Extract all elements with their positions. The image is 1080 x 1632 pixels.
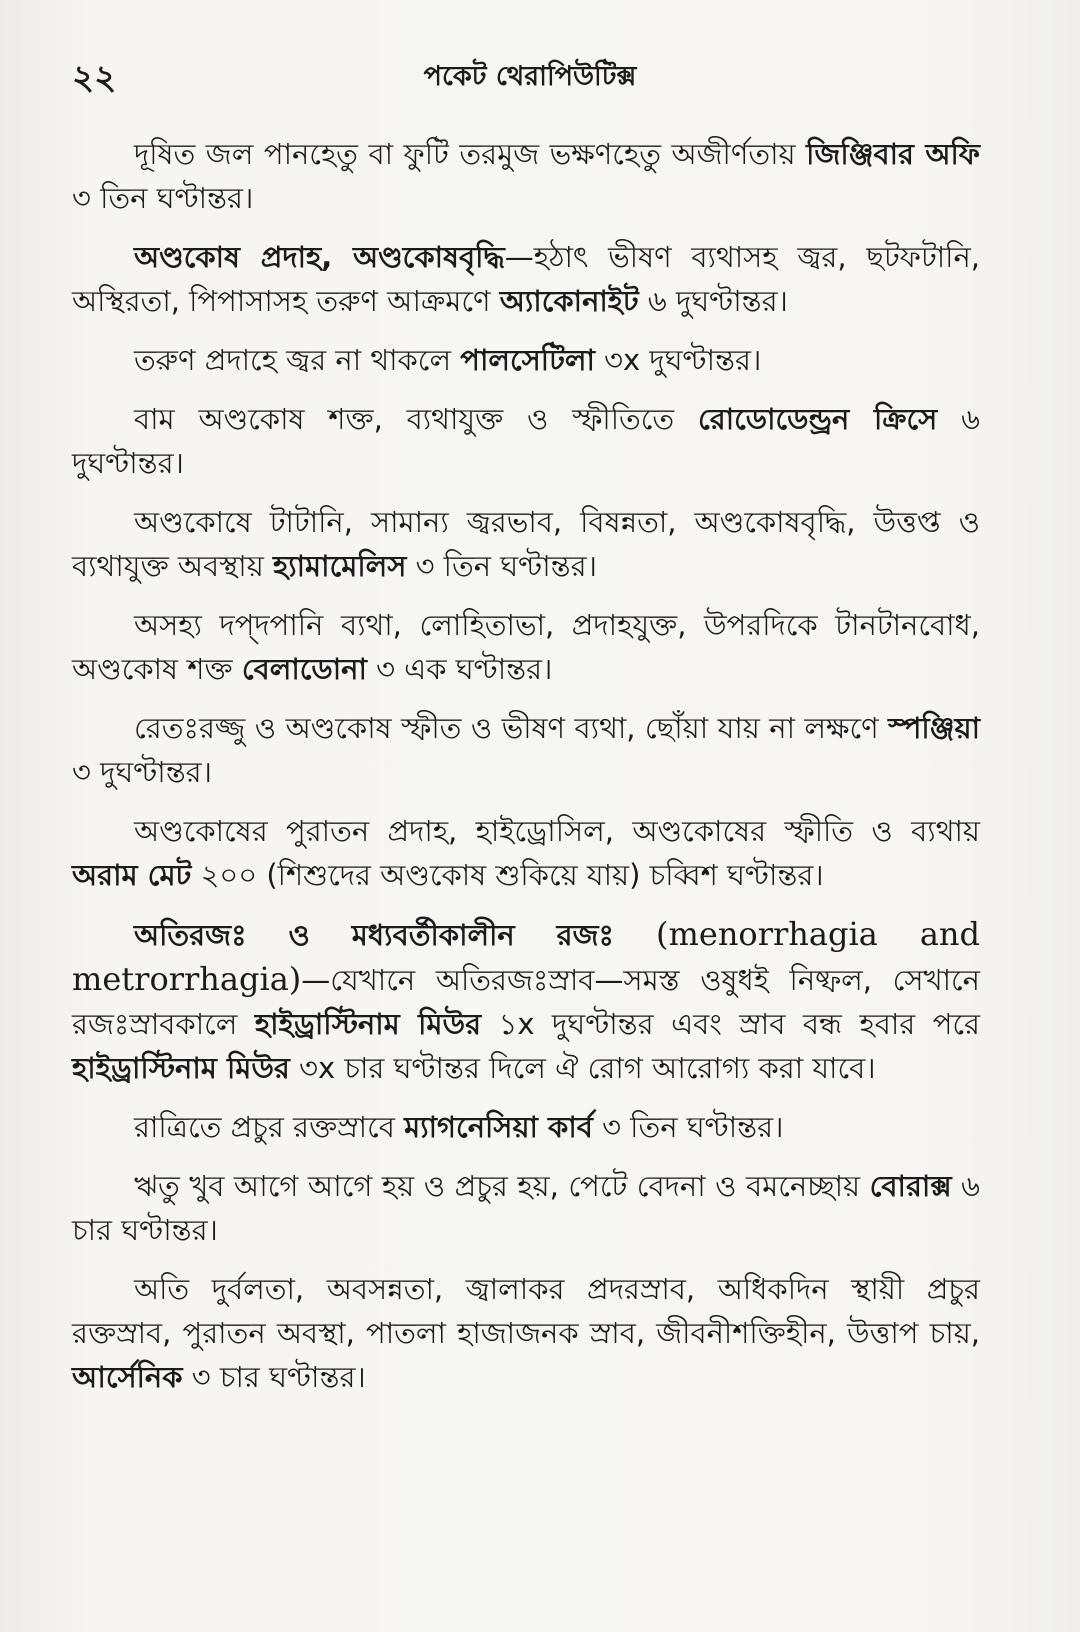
paragraph-text: ৬ দুঘণ্টান্তর। — [72, 402, 980, 480]
paragraph-text: (menorrhagia and metrorrhagia) — [72, 915, 980, 998]
paragraph — [72, 132, 980, 220]
paragraph — [72, 235, 980, 323]
running-title: পকেট থেরাপিউটিক্স — [423, 61, 637, 92]
paragraph — [72, 397, 980, 485]
remedy-name: ম্যাগনেসিয়া কার্ব — [404, 1110, 593, 1144]
paragraph — [72, 912, 980, 1090]
paragraph-text: ৩ তিন ঘণ্টান্তর। — [406, 549, 597, 583]
paragraph-text: তরুণ প্রদাহে জ্বর না থাকলে — [134, 343, 461, 377]
paragraph-text: দূষিত জল পানহেতু বা ফুটি তরমুজ ভক্ষণহেতু অজীর্ণতায় — [134, 137, 807, 171]
paragraph — [72, 1105, 980, 1149]
remedy-name: স্পঞ্জিয়া — [888, 711, 980, 745]
remedy-name: অতিরজঃ ও মধ্যবর্তীকালীন রজঃ — [134, 918, 615, 952]
paragraph-text: অণ্ডকোষে টাটানি, সামান্য জ্বরভাব, বিষন্নতা, অণ্ডকোষবৃদ্ধি, উত্তপ্ত ও ব্যথাযুক্ত অবস্থায় — [72, 505, 980, 583]
remedy-name: হাইড্রাস্টিনাম মিউর — [72, 1051, 290, 1085]
paragraph-text: —যেখানে অতিরজঃস্রাব—সমস্ত ওষুধই নিষ্ফল, সেখানে রজঃস্রাবকালে — [72, 963, 980, 1041]
remedy-name: পালসেটিলা — [460, 343, 595, 377]
paragraph-text: ৩ তিন ঘণ্টান্তর। — [72, 181, 254, 215]
body-text — [72, 132, 980, 1414]
paragraph-text: অণ্ডকোষের পুরাতন প্রদাহ, হাইড্রোসিল, অণ্ডকোষের স্ফীতি ও ব্যথায় — [134, 814, 980, 848]
remedy-name: অ্যাকোনাইট — [499, 284, 639, 318]
paragraph-text: ৩x চার ঘণ্টান্তর দিলে ঐ রোগ আরোগ্য করা যাবে। — [289, 1051, 876, 1085]
remedy-name: হাইড্রাস্টিনাম মিউর — [254, 1007, 482, 1041]
paragraph-text: রাত্রিতে প্রচুর রক্তস্রাবে — [134, 1110, 405, 1144]
paragraph — [72, 500, 980, 588]
paragraph-text: রেতঃরজ্জু ও অণ্ডকোষ স্ফীত ও ভীষণ ব্যথা, ছোঁয়া যায় না লক্ষণে — [134, 711, 889, 745]
paragraph-text: ২০০ (শিশুদের অণ্ডকোষ শুকিয়ে যায়) চব্বিশ ঘণ্টান্তর। — [191, 858, 824, 892]
remedy-name: অরাম মেট — [72, 858, 192, 892]
paragraph-text: ৬ দুঘণ্টান্তর। — [638, 284, 788, 318]
page-header — [72, 52, 988, 100]
paragraph-text: ৩ চার ঘণ্টান্তর। — [182, 1360, 366, 1394]
paragraph-text: বাম অণ্ডকোষ শক্ত, ব্যথাযুক্ত ও স্ফীতিতে — [134, 402, 698, 436]
remedy-name: রোডোডেন্ড্রন ক্রিসে — [697, 402, 938, 436]
page-number: ২২ — [72, 58, 117, 98]
paragraph — [72, 338, 980, 382]
paragraph-text: ৩x দুঘণ্টান্তর। — [594, 343, 762, 377]
paragraph — [72, 809, 980, 897]
remedy-name: অণ্ডকোষ প্রদাহ, অণ্ডকোষবৃদ্ধি — [134, 240, 505, 274]
paragraph-text: অতি দুর্বলতা, অবসন্নতা, জ্বালাকর প্রদরস্রাব, অধিকদিন স্থায়ী প্রচুর রক্তস্রাব, পুরাতন অবস্থা, পাতলা হাজাজনক স্রাব, জীবনীশক্তিহীন, উত্তাপ চায়, — [72, 1272, 980, 1350]
paragraph — [72, 706, 980, 794]
paragraph-text: ১x দুঘণ্টান্তর এবং স্রাব বন্ধ হবার পরে — [481, 1007, 980, 1041]
paragraph-text: অসহ্য দপ্‌দপানি ব্যথা, লোহিতাভা, প্রদাহযুক্ত, উপরদিকে টানটানবোধ, অণ্ডকোষ শক্ত — [72, 608, 980, 686]
paragraph-text: ৩ এক ঘণ্টান্তর। — [366, 652, 553, 686]
paragraph-text: —হঠাৎ ভীষণ ব্যথাসহ জ্বর, ছটফটানি, অস্থিরতা, পিপাসাসহ তরুণ আক্রমণে — [72, 240, 980, 318]
remedy-name: হ্যামামেলিস — [273, 549, 407, 583]
paragraph — [72, 1164, 980, 1252]
remedy-name: বেলাডোনা — [241, 652, 367, 686]
paragraph-text: ৩ দুঘণ্টান্তর। — [72, 755, 213, 789]
paragraph — [72, 1267, 980, 1399]
paragraph-text: ৬ চার ঘণ্টান্তর। — [72, 1169, 980, 1247]
remedy-name: জিঞ্জিবার অফি — [806, 137, 980, 171]
remedy-name: বোরাক্স — [869, 1169, 952, 1203]
remedy-name: আর্সেনিক — [72, 1360, 183, 1394]
paragraph-text: ঋতু খুব আগে আগে হয় ও প্রচুর হয়, পেটে বেদনা ও বমনেচ্ছায় — [134, 1169, 870, 1203]
paragraph — [72, 603, 980, 691]
paragraph-text: ৩ তিন ঘণ্টান্তর। — [592, 1110, 784, 1144]
